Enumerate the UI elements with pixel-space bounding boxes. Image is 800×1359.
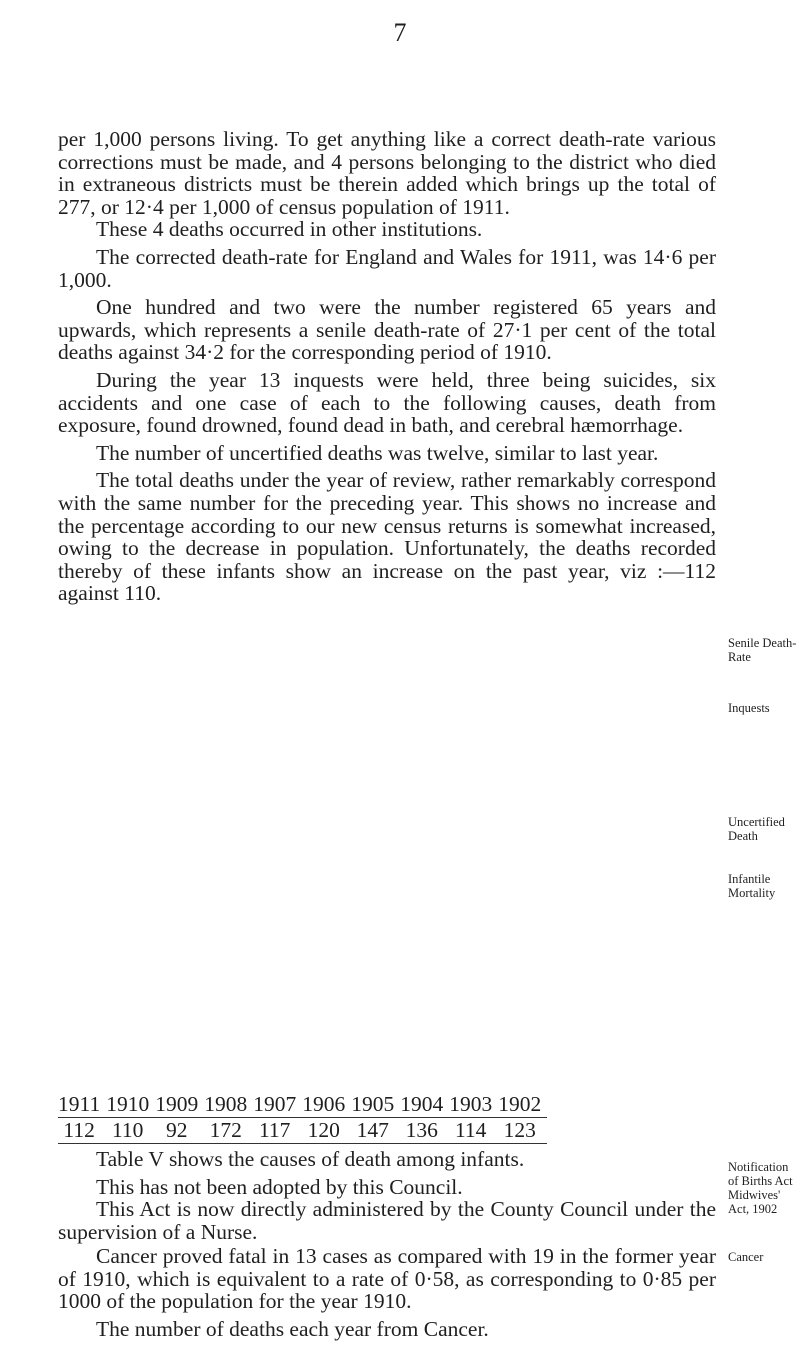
sidenote-notification-births: Notification of Births Act Midwives' Act, 1902 <box>728 1160 793 1216</box>
paragraph-uncertified-deaths: The number of uncertified deaths was twelve, similar to last year. <box>96 440 659 465</box>
paragraph-corrections: per 1,000 persons living. To get anything like a correct death-rate various corrections must be made, and 4 persons belonging to the district who died in extraneous districts must be therein added which brings up the total of 277, or 12·4 per 1,000 of census population of 1911. <box>58 127 716 219</box>
page-number: 7 <box>393 18 407 47</box>
year-cell: 1907 <box>253 1092 297 1116</box>
value-cell: 147 <box>356 1118 389 1142</box>
paragraph-england-wales-rate: The corrected death-rate for England and Wales for 1911, was 14·6 per 1,000. <box>58 244 716 292</box>
sidenote-infantile-mortality: Infantile Mortality <box>728 872 776 900</box>
paragraph-inquests: During the year 13 inquests were held, three being suicides, six accidents and one case of each to the following causes, death from exposure, found drowned, found dead in bath, and cerebral hæmorrhage. <box>58 367 716 438</box>
table-header-row <box>58 1092 547 1118</box>
paragraph-institutions: These 4 deaths occurred in other institutions. <box>96 217 483 242</box>
body-text-block-2 <box>58 1148 716 1243</box>
year-cell: 1910 <box>106 1092 150 1116</box>
year-cell: 1902 <box>498 1092 542 1116</box>
sidenote-senile-death-rate: Senile Death- Rate <box>728 636 797 664</box>
value-cell: 110 <box>111 1118 144 1142</box>
value-cell: 112 <box>63 1118 95 1142</box>
infant-deaths-table <box>58 1092 547 1144</box>
year-cell: 1905 <box>351 1092 395 1116</box>
value-cell: 114 <box>454 1118 487 1142</box>
year-cell: 1908 <box>204 1092 248 1116</box>
sidenote-cancer: Cancer <box>728 1250 764 1264</box>
value-cell: 172 <box>209 1118 242 1142</box>
value-cell: 92 <box>165 1118 188 1142</box>
sidenote-uncertified-death: Uncertified Death <box>728 815 785 843</box>
paragraph-cancer: Cancer proved fatal in 13 cases as compared with 19 in the former year of 1910, which is equivalent to a rate of 0·58, as corresponding to 0·85 per 1000 of the population for the year 1910. <box>58 1244 716 1314</box>
year-cell: 1903 <box>449 1092 493 1116</box>
paragraph-table-v: Table V shows the causes of death among infants. <box>96 1147 525 1171</box>
table-row <box>58 1118 547 1144</box>
value-cell: 136 <box>405 1118 438 1142</box>
year-cell: 1904 <box>400 1092 444 1116</box>
paragraph-cancer-deaths-heading: The number of deaths each year from Cancer. <box>96 1316 489 1341</box>
paragraph-senile-death-rate: One hundred and two were the number registered 65 years and upwards, which represents a senile death-rate of 27·1 per cent of the total deaths against 34·2 for the corresponding period of 1910. <box>58 295 716 365</box>
value-cell: 120 <box>307 1118 340 1142</box>
sidenote-inquests: Inquests <box>728 701 770 715</box>
year-cell: 1911 <box>58 1092 101 1116</box>
body-text-block-3 <box>58 1245 716 1340</box>
year-cell: 1906 <box>302 1092 346 1116</box>
body-text-block-1 <box>58 128 716 605</box>
paragraph-county-council: This Act is now directly administered by the County Council under the supervision of a Nurse. <box>58 1197 716 1244</box>
value-cell: 123 <box>503 1118 536 1142</box>
paragraph-infantile-mortality: The total deaths under the year of review, rather remarkably correspond with the same number for the preceding year. This shows no increase and the percentage according to our new census returns is somewhat increased, owing to the decrease in population. Unfortunately, the deaths recorded thereby of these infants show an increase on the past year, viz :—112 against 110. <box>58 468 716 606</box>
value-cell: 117 <box>258 1118 291 1142</box>
paragraph-not-adopted: This has not been adopted by this Council. <box>96 1174 463 1199</box>
year-cell: 1909 <box>155 1092 199 1116</box>
